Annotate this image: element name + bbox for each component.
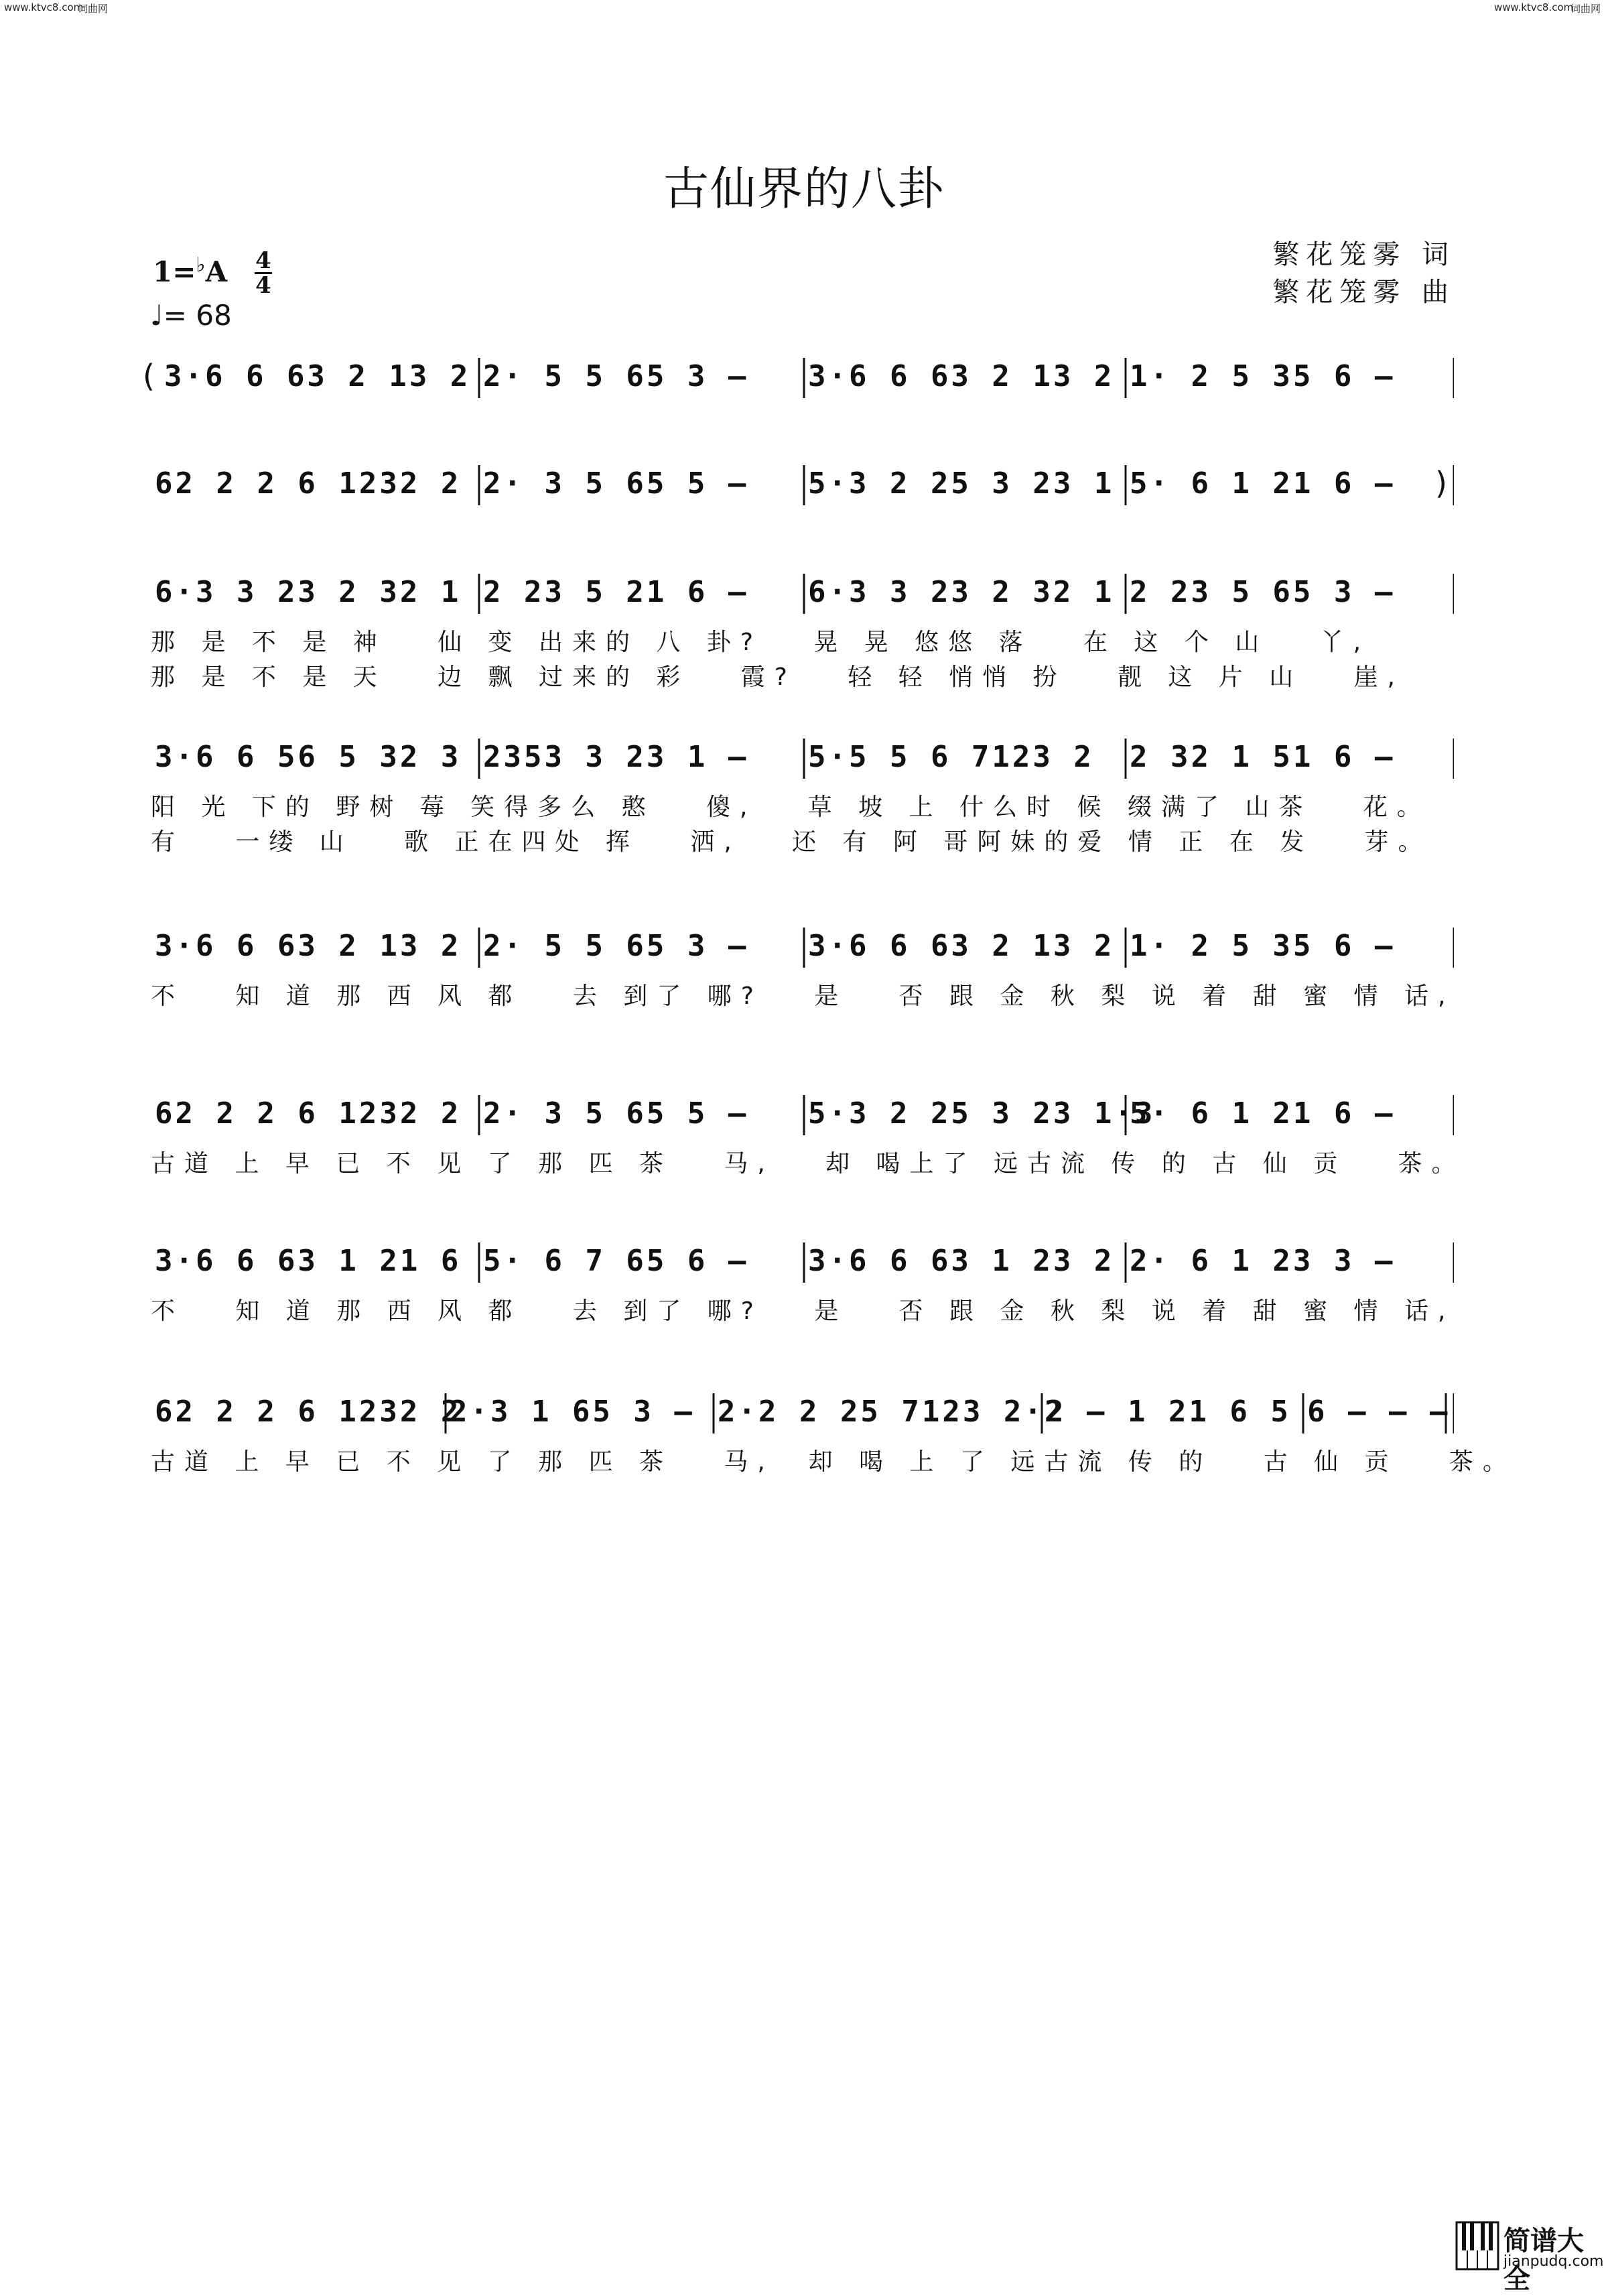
measure-notes: 62 2 2 6 1232 2 <box>155 1096 462 1131</box>
score-system <box>151 736 1454 870</box>
measure-notes: 5·3 2 25 3 23 1·3 <box>808 1096 1156 1131</box>
lyric-line-1: 不 知 道 那 西 风 都 去 到了 哪? 是 否 跟 金 秋 梨 说 着 甜 蜜 情 话, <box>151 1297 1455 1325</box>
measure <box>151 736 479 783</box>
measure <box>479 571 804 618</box>
measure <box>151 1240 479 1287</box>
measure <box>804 355 1126 402</box>
measure-notes: 3·6 6 63 2 13 2 <box>155 929 462 963</box>
measure <box>479 355 804 402</box>
credits <box>1272 236 1455 311</box>
measure-notes: 62 2 2 6 1232 2 <box>155 1395 462 1429</box>
lyric-line-1: 阳 光 下的 野树 莓 笑得多么 憨 傻, 草 坡 上 什么时 候 缀满了 山茶 花。 <box>151 793 1430 821</box>
measure-notes: 2 23 5 65 3 – <box>1130 575 1396 609</box>
measure-notes: 2 – 1 21 6 5 <box>1046 1395 1291 1429</box>
measure <box>1126 355 1454 402</box>
measure <box>804 571 1126 618</box>
page-title: 古仙界的八卦 <box>663 163 945 216</box>
measure <box>1126 462 1454 509</box>
measure <box>479 1240 804 1287</box>
tempo-marking: ♩= 68 <box>150 299 232 332</box>
measure <box>151 571 479 618</box>
score-system <box>151 1391 1516 1525</box>
measure <box>479 1092 804 1139</box>
measure-notes: 3·6 6 56 5 32 3 <box>155 740 462 774</box>
measure <box>1126 1240 1454 1287</box>
lyric-line-1: 古道 上 早 已 不 见 了 那 匹 茶 马, 却 喝 上 了 远古流 传 的 古 仙 贡 茶。 <box>151 1448 1516 1476</box>
measure-notes: 2· 3 5 65 5 – <box>483 466 749 501</box>
key-note: A <box>205 255 228 288</box>
measure-notes: 2·3 1 65 3 – <box>450 1395 695 1429</box>
measure <box>479 462 804 509</box>
measure-notes: 6·3 3 23 2 32 1 <box>808 575 1115 609</box>
measure <box>1042 1391 1303 1438</box>
close-parenthesis: ) <box>1435 465 1447 501</box>
composer-credit: 繁花笼雾 曲 <box>1272 277 1455 308</box>
measure-notes: 6 – – – <box>1307 1395 1451 1429</box>
measure-notes: 62 2 2 6 1232 2 <box>155 466 462 501</box>
measure-notes: 2· 3 5 65 5 – <box>483 1096 749 1131</box>
key-signature <box>153 253 227 288</box>
time-bottom: 4 <box>255 272 271 299</box>
measure <box>804 925 1126 972</box>
measure <box>1303 1391 1454 1438</box>
measure-notes: 3·6 6 63 2 13 2 <box>808 359 1115 393</box>
measure-notes: 5· 6 1 21 6 – <box>1130 466 1396 501</box>
score-system <box>151 1092 1465 1226</box>
measure <box>151 925 479 972</box>
measure <box>479 925 804 972</box>
measure <box>804 1240 1126 1287</box>
measure <box>714 1391 1065 1438</box>
score-system <box>151 571 1454 705</box>
lyricist-credit: 繁花笼雾 词 <box>1272 239 1455 270</box>
measure-notes: 3·6 6 63 2 13 2 <box>164 359 471 393</box>
measure <box>804 462 1126 509</box>
measure-notes: 5· 6 1 21 6 – <box>1130 1096 1396 1131</box>
lyric-line-2: 那 是 不 是 天 边 飘 过来的 彩 霞? 轻 轻 悄悄 扮 靓 这 片 山 崖, <box>151 663 1404 691</box>
logo-name: 简谱大全 <box>1503 2226 1584 2295</box>
measure <box>151 1092 479 1139</box>
measure-notes: 1· 2 5 35 6 – <box>1130 929 1396 963</box>
measure <box>1126 736 1454 783</box>
flat-sign: ♭ <box>196 253 206 277</box>
measure-notes: 3·6 6 63 2 13 2 <box>808 929 1115 963</box>
header-right-site: 词曲网 <box>1570 3 1601 15</box>
measure-notes: 2·2 2 25 7123 2·2 <box>718 1395 1065 1429</box>
measure-notes: 5·3 2 25 3 23 1 <box>808 466 1115 501</box>
time-signature <box>255 249 272 297</box>
lyric-line-2: 有 一缕 山 歌 正在四处 挥 洒, 还 有 阿 哥阿妹的爱 情 正 在 发 芽。 <box>151 828 1432 856</box>
measure <box>479 736 804 783</box>
measure-notes: 2 32 1 51 6 – <box>1130 740 1396 774</box>
measure-notes: 6·3 3 23 2 32 1 <box>155 575 462 609</box>
measure <box>804 736 1126 783</box>
measure-notes: 2 23 5 21 6 – <box>483 575 749 609</box>
header-right-url: www.ktvc8.com <box>1494 1 1574 13</box>
lyric-line-1: 那 是 不 是 神 仙 变 出来的 八 卦? 晃 晃 悠悠 落 在 这 个 山 丫, <box>151 629 1371 656</box>
measure-notes: 3·6 6 63 1 21 6 <box>155 1244 462 1278</box>
measure <box>1126 925 1454 972</box>
key-label: 1= <box>153 255 196 288</box>
score-system <box>151 925 1454 1059</box>
measure <box>151 1391 462 1438</box>
logo-url: jianpudq.com <box>1503 2253 1604 2270</box>
measure-notes: 2· 5 5 65 3 – <box>483 929 749 963</box>
time-top: 4 <box>255 247 271 274</box>
lyric-line-1: 不 知 道 那 西 风 都 去 到了 哪? 是 否 跟 金 秋 梨 说 着 甜 蜜 情 话, <box>151 982 1455 1010</box>
measure <box>804 1092 1156 1139</box>
lyric-line-1: 古道 上 早 已 不 见 了 那 匹 茶 马, 却 喝上了 远古流 传 的 古 仙 贡 茶。 <box>151 1150 1465 1177</box>
measure-notes: 5·5 5 6 7123 2 <box>808 740 1094 774</box>
measure <box>151 462 479 509</box>
measure-notes: 5· 6 7 65 6 – <box>483 1244 749 1278</box>
measure-notes: 2· 6 1 23 3 – <box>1130 1244 1396 1278</box>
measure <box>446 1391 714 1438</box>
measure-notes: 2· 5 5 65 3 – <box>483 359 749 393</box>
header-left-site: 词曲网 <box>78 3 109 15</box>
measure <box>160 355 488 402</box>
measure-notes: 1· 2 5 35 6 – <box>1130 359 1396 393</box>
open-parenthesis: ( <box>143 358 155 394</box>
measure <box>1126 571 1454 618</box>
score-system <box>151 1240 1454 1374</box>
measure-notes: 3·6 6 63 1 23 2 <box>808 1244 1115 1278</box>
measure <box>1126 1092 1454 1139</box>
header-left-url: www.ktvc8.com <box>4 1 84 13</box>
measure-notes: 2353 3 23 1 – <box>483 740 749 774</box>
